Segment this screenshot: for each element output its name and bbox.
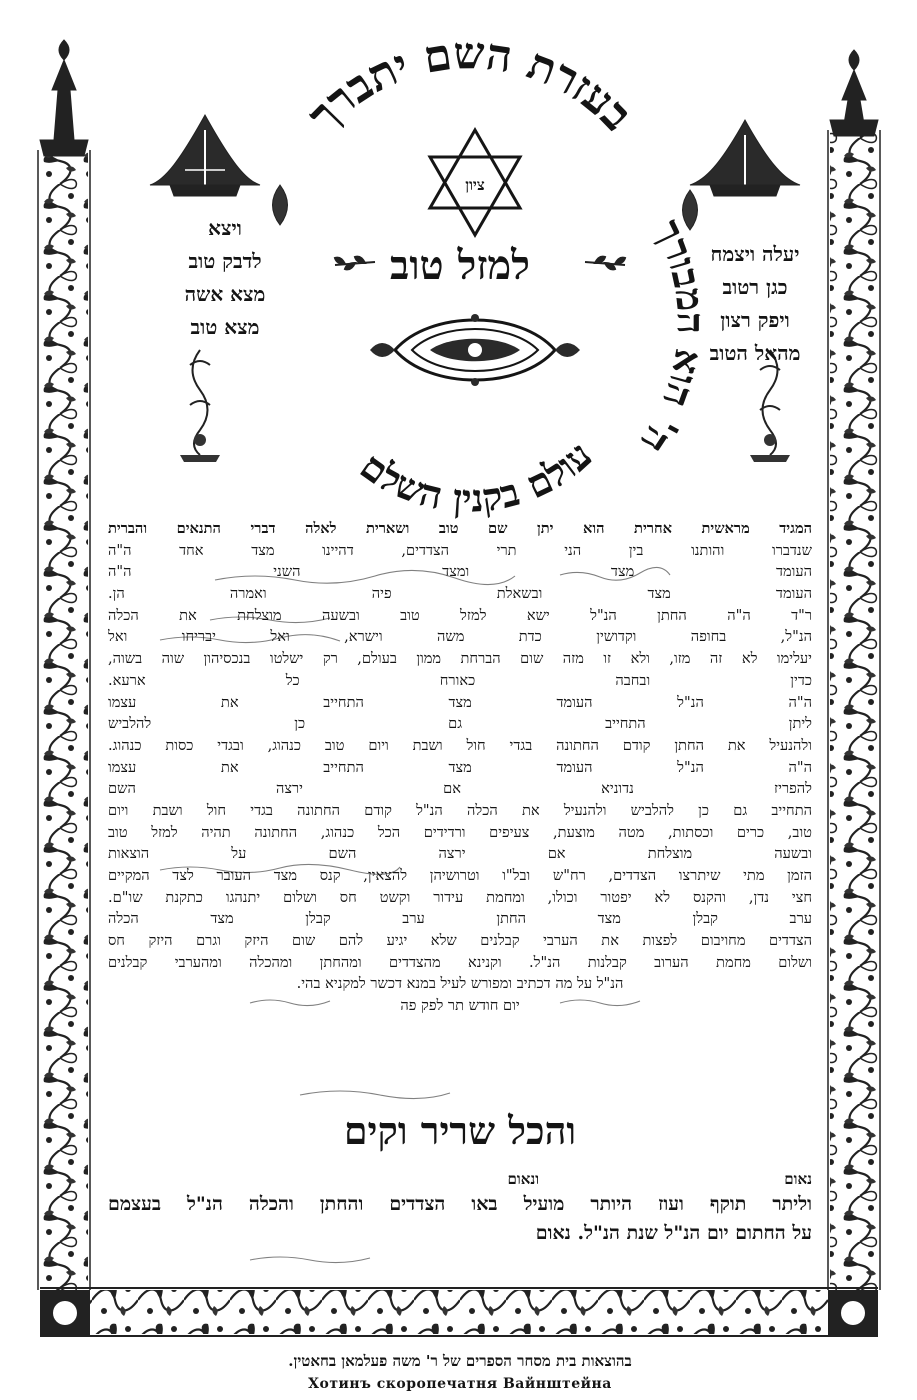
date-line: יום חודש תר לפק פה: [400, 997, 520, 1015]
circle-bottom-text: עולם בקנין השלם: [352, 432, 601, 521]
star-label: ציון: [465, 176, 485, 194]
left-verse: [150, 212, 300, 344]
publisher-line: בהוצאות בית מסחר הספרים של ר' משה פעלמאן בחאטין.: [288, 1352, 632, 1370]
body-line: הנ"ל, בחופה וקדושין כדת משה וישרא, ואל יבריחו ואל: [108, 628, 812, 646]
body-line: כדין ובחבה כאורח כל ארעא.: [108, 671, 812, 689]
right-verse: [680, 238, 830, 370]
printer-line: Хотинъ скоропечатня Вайнштейна: [308, 1376, 612, 1392]
body-line: ולהנעיל את החתן קודם החתונה בגדי חול ושבת ויום טוב כנהוג, ובגדי כסות כנהוג.: [108, 736, 812, 754]
body-line: יעלימו לא זה מזו, ולא זו מזה שום הברחת ממון בעולם, רק ישלטו בנכסיהון שוה בשוה,: [108, 650, 812, 668]
body-line: ערב קבלן מצד החתן ערב קבלן מצד הכלה: [108, 910, 812, 928]
signature-line: על החתום יום הנ"ל שנת הנ"ל. נאום: [535, 1222, 812, 1244]
right-verse-line: מהאל הטוב: [709, 341, 801, 365]
circle-top-text: בעזרת השם יתברך: [297, 28, 643, 141]
contract-body: [108, 518, 812, 1017]
body-line: חצי נדן, והקנס לא יפטור וכולו, ומחמת עידור וקשט חס ושלום יתנהגו כתקנת שו"ם.: [108, 888, 812, 906]
left-verse-line: מצא אשה: [184, 282, 266, 306]
mazal-tov-heading: למזל טוב: [390, 242, 530, 289]
left-verse-line: ויצא: [208, 216, 242, 240]
right-verse-line: כגן רטוב: [722, 275, 788, 299]
body-line: הצדדים מחויבום לפצות את הערבי קבלנים שלא יגיע להם שום היזק וגרם היזק חס: [108, 932, 812, 950]
body-line: העומד מצד ובשאלת פיה ואמרה הן.: [108, 585, 812, 603]
medallion-ornament-icon: [370, 314, 580, 386]
witness-line: נאום ונאום: [507, 1170, 812, 1188]
body-line: ליתן התחייב גם כן להלביש: [108, 715, 812, 733]
body-line: ה"ה הנ"ל העומד מצד התחייב את עצמו: [108, 693, 812, 711]
body-line: הנ"ל על מה דכתיב ומפורש לעיל במנא דכשר למקניא בהי.: [296, 975, 624, 993]
closing-formula: והכל שריר וקים: [343, 1108, 577, 1153]
body-line: ושלום מחמת הערוב קבלנות הנ"ל. וקנינא מהצדדים ומהחתן ומהכלה ומהערבי קבלנים: [108, 953, 812, 971]
left-verse-line: לדבק טוב: [188, 249, 262, 273]
circle-left-text: ה' הוא המבורך: [631, 212, 714, 462]
body-line: התחייב גם כן להלביש ולהנעיל את הכלה הנ"ל קודם החתונה בגדי חול ושבת ויום: [108, 801, 812, 819]
signature-block: [108, 1168, 812, 1248]
body-line: ר"ד ה"ה החתן הנ"ל ישא למזל טוב ובשעה מוצלחת את הכלה: [108, 606, 812, 624]
body-line: העומד מצד ומצד השני ה"ה: [108, 563, 812, 581]
body-line: המגיד מראשית אחרית הוא יתן שם טוב ושארית לאלה דברי התנאים והברית: [108, 520, 812, 537]
body-line: ובשעה מוצלחת אם ירצה השם על הוצאות: [108, 845, 812, 863]
sprig-right-icon: [585, 257, 625, 270]
body-line: הזמן מתי שיתרצו הצדדים, רח"ש ובל"ו וטרושיהן להצאין, קנס מצד העובר לצד המקיים: [108, 867, 812, 884]
left-verse-line: מצא טוב: [190, 315, 260, 339]
right-verse-line: יעלה ויצמח: [710, 242, 800, 266]
body-line: שנדברו והותנו בין הני תרי הצדדים, דהיינו מצד אחד ה"ה: [108, 541, 812, 559]
signature-line: וליתר תוקף ועוז היותר מועיל באו הצדדים והחתן והכלה הנ"ל בעצמם: [108, 1193, 812, 1215]
body-line: ה"ה הנ"ל העומד מצד התחייב את עצמו: [108, 758, 812, 776]
body-line: טוב, כרים וכסתות, מטה מוצעת, צעיפים ורדידים הכל כנהוג, החתונה תהיה למזל טוב: [108, 823, 812, 841]
right-verse-line: ויפק רצון: [720, 308, 790, 332]
body-line: להפריז נדוניא אם ירצה השם: [108, 780, 812, 798]
